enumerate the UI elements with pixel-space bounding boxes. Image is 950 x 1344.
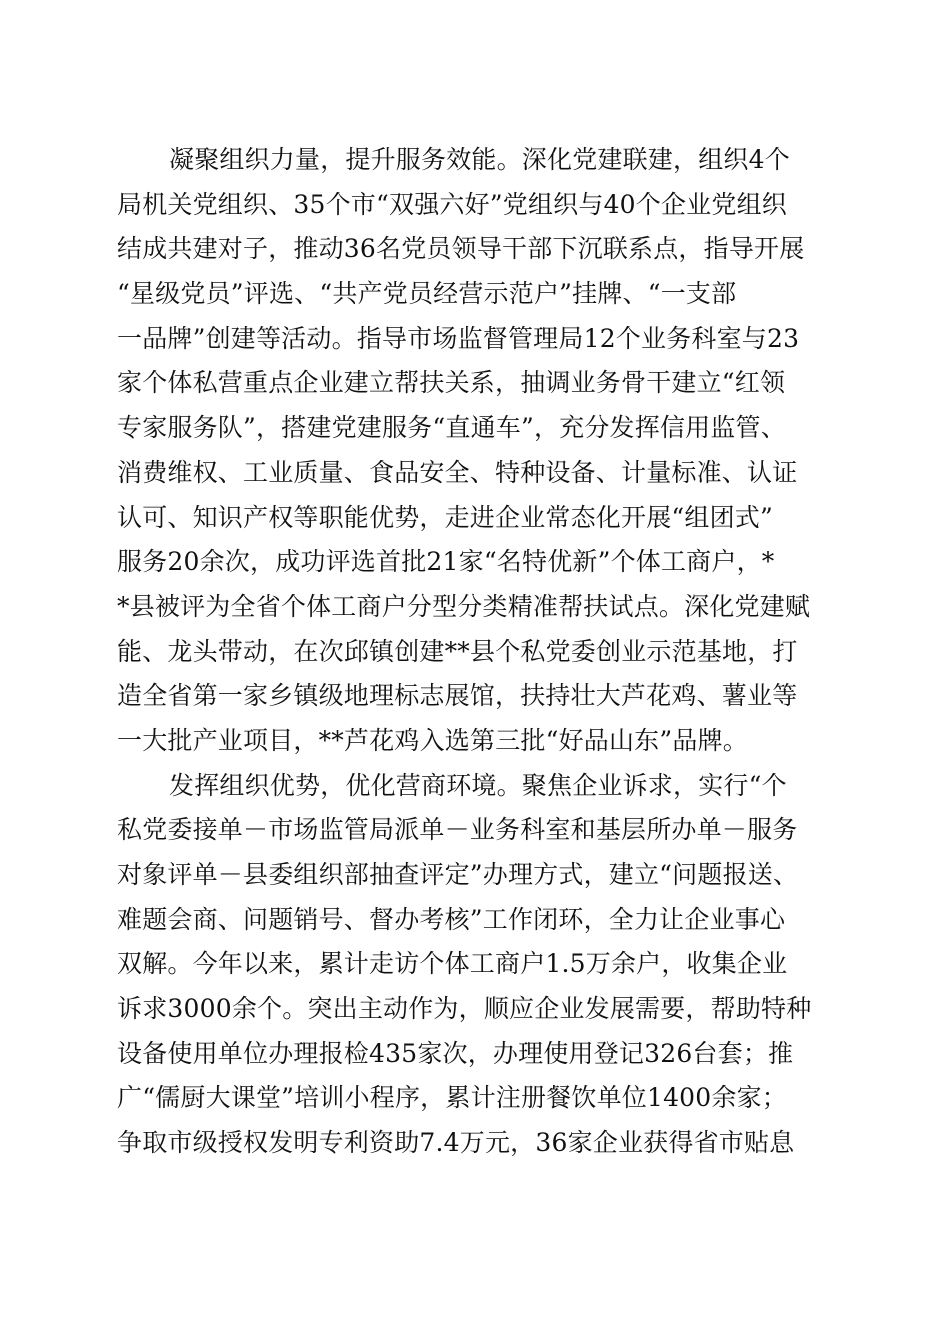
text-line: 凝聚组织力量，提升服务效能。深化党建联建，组织4个	[169, 145, 790, 174]
paragraph-organization-strength	[117, 138, 837, 764]
paragraph-business-environment	[117, 764, 837, 1166]
text-line: 广“儒厨大课堂”培训小程序，累计注册餐饮单位1400余家；	[117, 1083, 787, 1113]
text-line: 局机关党组织、35个市“双强六好”党组织与40个企业党组织	[117, 189, 787, 219]
text-line: 专家服务队”，搭建党建服务“直通车”，充分发挥信用监管、	[117, 413, 786, 443]
text-line: 能、龙头带动，在次邱镇创建**县个私党委创业示范基地，打	[117, 636, 798, 666]
text-line: 私党委接单－市场监管局派单－业务科室和基层所办单－服务	[117, 815, 798, 845]
text-line: 造全省第一家乡镇级地理标志展馆，扶持壮大芦花鸡、薯业等	[117, 681, 798, 711]
text-line: 诉求3000余个。突出主动作为，顺应企业发展需要，帮助特种	[117, 994, 812, 1024]
text-line: 双解。今年以来，累计走访个体工商户1.5万余户，收集企业	[117, 949, 788, 979]
text-line: “星级党员”评选、“共产党员经营示范户”挂牌、“一支部	[117, 279, 737, 309]
text-line: 发挥组织优势，优化营商环境。聚焦企业诉求，实行“个	[169, 770, 787, 800]
text-line: 一大批产业项目，**芦花鸡入选第三批“好品山东”品牌。	[117, 725, 748, 755]
text-line: 设备使用单位办理报检435家次，办理使用登记326台套；推	[117, 1038, 794, 1068]
text-line: 结成共建对子，推动36名党员领导干部下沉联系点，指导开展	[117, 234, 805, 264]
body-text	[117, 138, 837, 1166]
text-line: 消费维权、工业质量、食品安全、特种设备、计量标准、认证	[117, 457, 798, 487]
text-line: 家个体私营重点企业建立帮扶关系，抽调业务骨干建立“红领	[117, 368, 786, 398]
text-line: 认可、知识产权等职能优势，走进企业常态化开展“组团式”	[117, 502, 773, 532]
text-line: 对象评单－县委组织部抽查评定”办理方式，建立“问题报送、	[117, 860, 799, 889]
text-line: 难题会商、问题销号、督办考核”工作闭环，全力让企业事心	[117, 904, 786, 934]
text-line: 一品牌”创建等活动。指导市场监督管理局12个业务科室与23	[117, 323, 800, 353]
text-line: 争取市级授权发明专利资助7.4万元，36家企业获得省市贴息	[117, 1128, 795, 1158]
text-line: *县被评为全省个体工商户分型分类精准帮扶试点。深化党建赋	[117, 591, 811, 621]
text-line: 服务20余次，成功评选首批21家“名特优新”个体工商户，*	[117, 547, 775, 577]
